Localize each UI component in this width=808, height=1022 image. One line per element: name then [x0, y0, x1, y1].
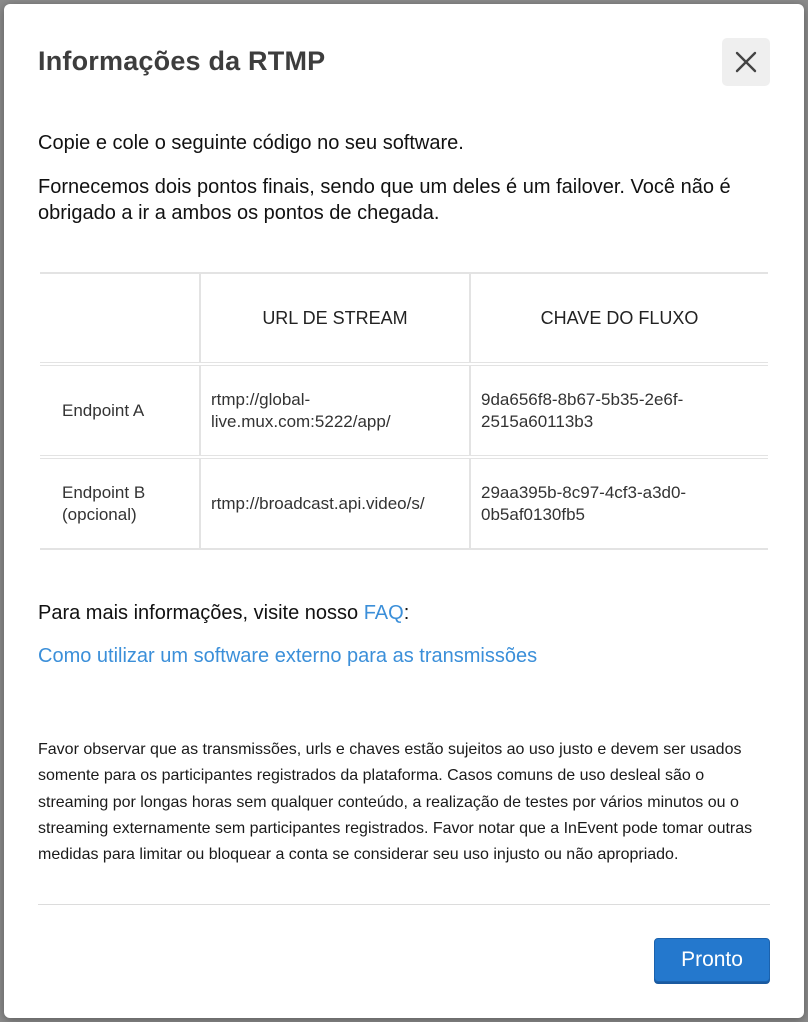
- fair-use-notice: Favor observar que as transmissões, urls e chaves estão sujeitos ao uso justo e devem ser usados somente para os participantes registrados da plataforma. Casos comuns de uso desleal são o streaming por longas horas sem qualquer conteúdo, a realização de testes por vários minutos ou o streaming externamente sem participantes registrados. Favor notar que a InEvent pode tomar outras medidas para limitar ou bloquear a conta se considerar seu uso injusto ou não apropriado.: [38, 741, 753, 864]
- dialog-title: Informações da RTMP: [38, 46, 326, 76]
- table-header-row: [40, 273, 768, 364]
- close-button[interactable]: [722, 38, 770, 86]
- intro-copy-instruction: Copie e cole o seguinte código no seu software.: [38, 132, 464, 154]
- intro-failover-note: Fornecemos dois pontos finais, sendo que um deles é um failover. Você não é obrigado a ir a ambos os pontos de chegada.: [38, 176, 731, 224]
- table-row: [40, 457, 768, 549]
- stream-key[interactable]: 29aa395b-8c97-4cf3-a3d0-0b5af0130fb5: [470, 457, 768, 549]
- header-empty: [40, 273, 200, 364]
- stream-url[interactable]: rtmp://broadcast.api.video/s/: [200, 457, 470, 549]
- endpoint-label: Endpoint B (opcional): [40, 457, 200, 549]
- faq-prefix: Para mais informações, visite nosso: [38, 602, 364, 624]
- header-stream-url: URL DE STREAM: [200, 273, 470, 364]
- table-row: [40, 364, 768, 457]
- footer-divider: [38, 904, 770, 905]
- close-icon: [735, 51, 757, 73]
- header-stream-key: CHAVE DO FLUXO: [470, 273, 768, 364]
- external-software-guide-link[interactable]: Como utilizar um software externo para as transmissões: [38, 645, 538, 667]
- stream-key[interactable]: 9da656f8-8b67-5b35-2e6f-2515a60113b3: [470, 364, 768, 457]
- faq-sentence: [38, 602, 409, 625]
- stream-url[interactable]: rtmp://global-live.mux.com:5222/app/: [200, 364, 470, 457]
- endpoint-label: Endpoint A: [40, 364, 200, 457]
- endpoints-table: [40, 272, 768, 550]
- rtmp-info-dialog: [4, 4, 804, 1018]
- done-button[interactable]: Pronto: [654, 938, 770, 982]
- faq-link[interactable]: FAQ: [363, 602, 404, 624]
- faq-suffix: :: [403, 602, 410, 624]
